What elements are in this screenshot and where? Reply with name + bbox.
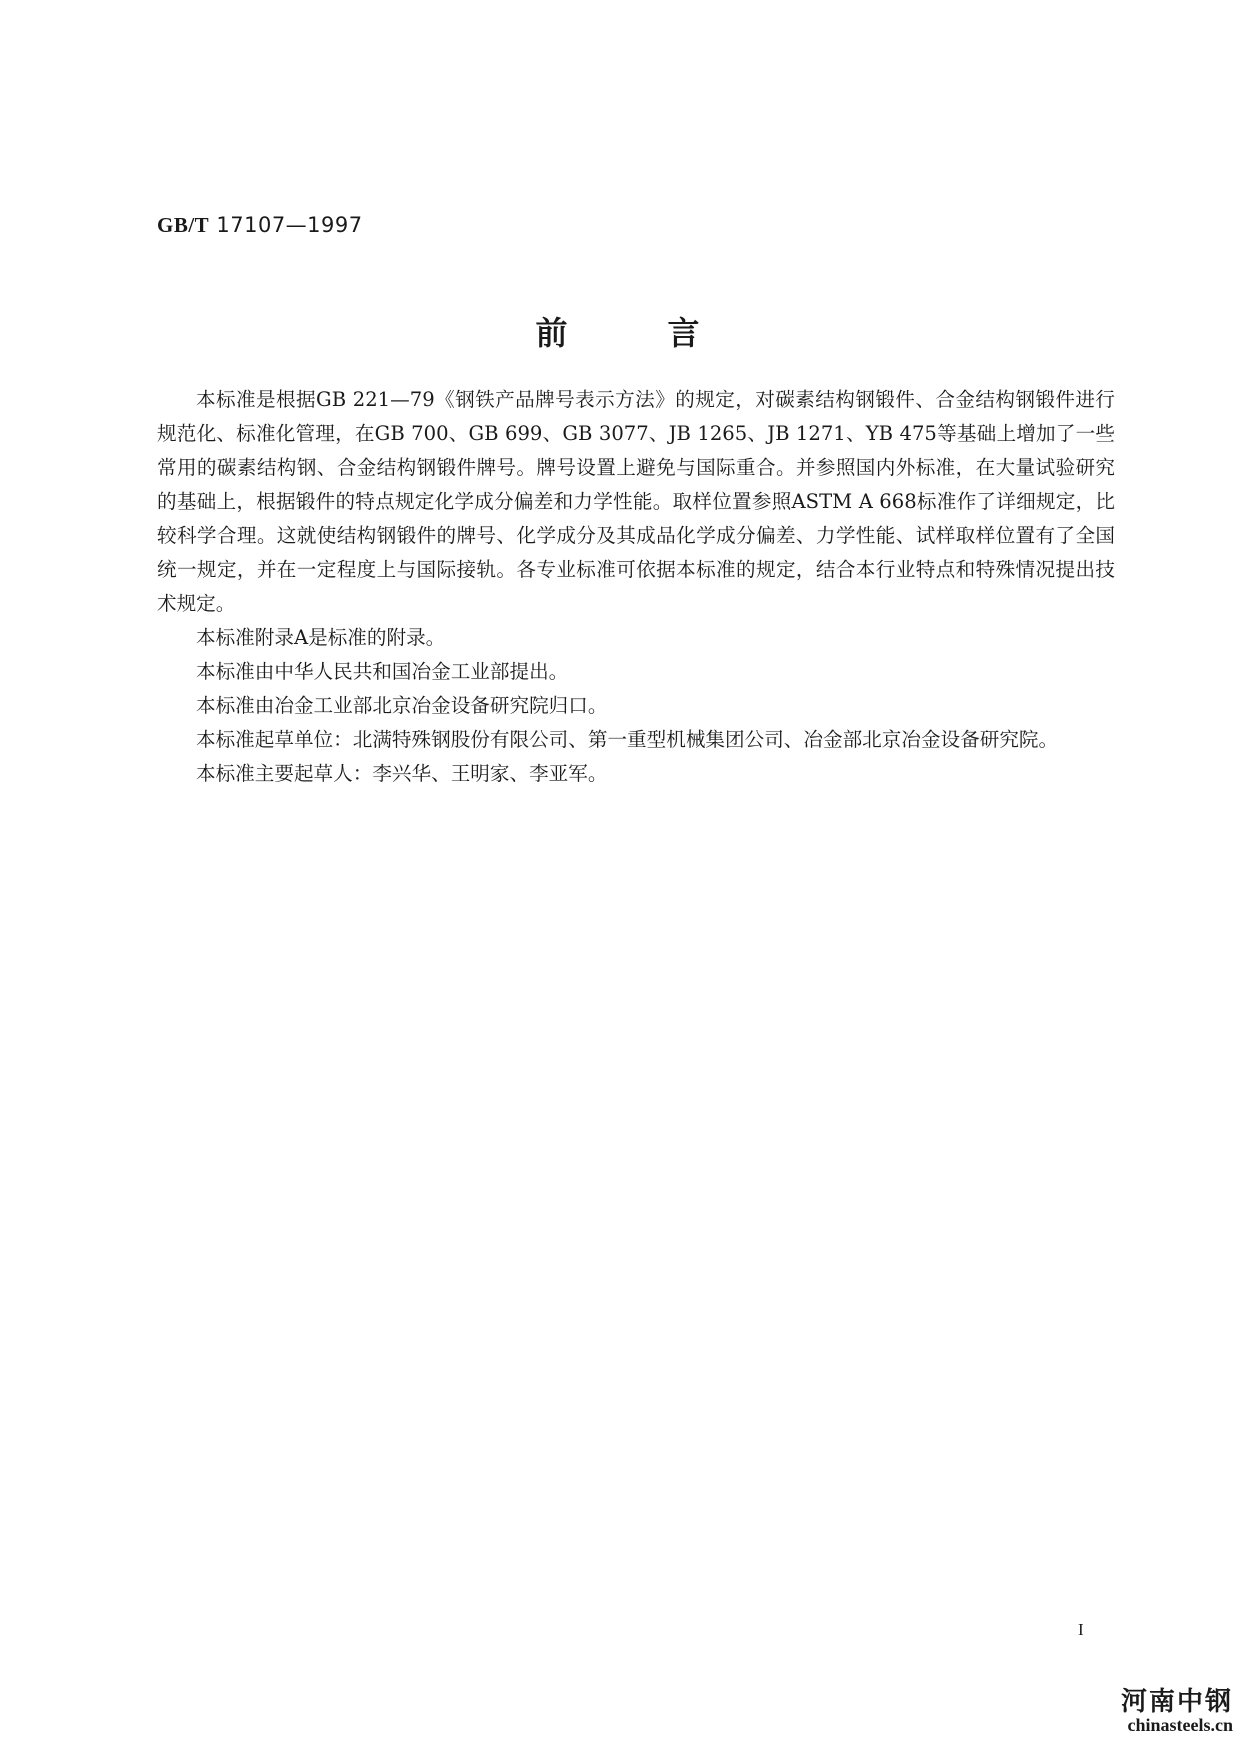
page-number: I [1078, 1620, 1084, 1639]
watermark-logo [1111, 1681, 1235, 1741]
watermark-url: chinasteels.cn [1127, 1715, 1233, 1735]
paragraph-main: 本标准是根据GB 221—79《钢铁产品牌号表示方法》的规定，对碳素结构钢锻件、合金结构钢锻件进行规范化、标准化管理，在GB 700、GB 699、GB 3077、JB 1265、JB 1271、YB 475等基础上增加了一些常用的碳素结构钢、合金结构钢锻件牌号。牌号设置上避免与国际重合。并参照国内外标准，在大量试验研究的基础上，根据锻件的特点规定化学成分偏差和力学性能。取样位置参照ASTM A 668标准作了详细规定，比较科学合理。这就使结构钢锻件的牌号、化学成分及其成品化学成分偏差、力学性能、试样取样位置有了全国统一规定，并在一定程度上与国际接轨。各专业标准可依据本标准的规定，结合本行业特点和特殊情况提出技术规定。 [157, 388, 1115, 615]
standard-prefix: GB/T [157, 213, 210, 237]
standard-number: 17107—1997 [216, 213, 363, 237]
watermark-cn: 河南中钢 [1120, 1687, 1233, 1717]
page-title: 前言 [535, 314, 800, 352]
paragraph-appendix: 本标准附录A是标准的附录。 [196, 626, 446, 649]
paragraph-administrator: 本标准由冶金工业部北京冶金设备研究院归口。 [196, 694, 608, 717]
foreword-body [157, 383, 1115, 791]
paragraph-drafting-units: 本标准起草单位：北满特殊钢股份有限公司、第一重型机械集团公司、冶金部北京冶金设备研究院。 [196, 728, 1059, 751]
paragraph-drafters: 本标准主要起草人：李兴华、王明家、李亚军。 [196, 762, 608, 785]
standard-code [157, 213, 363, 238]
paragraph-proposer: 本标准由中华人民共和国冶金工业部提出。 [196, 660, 569, 683]
